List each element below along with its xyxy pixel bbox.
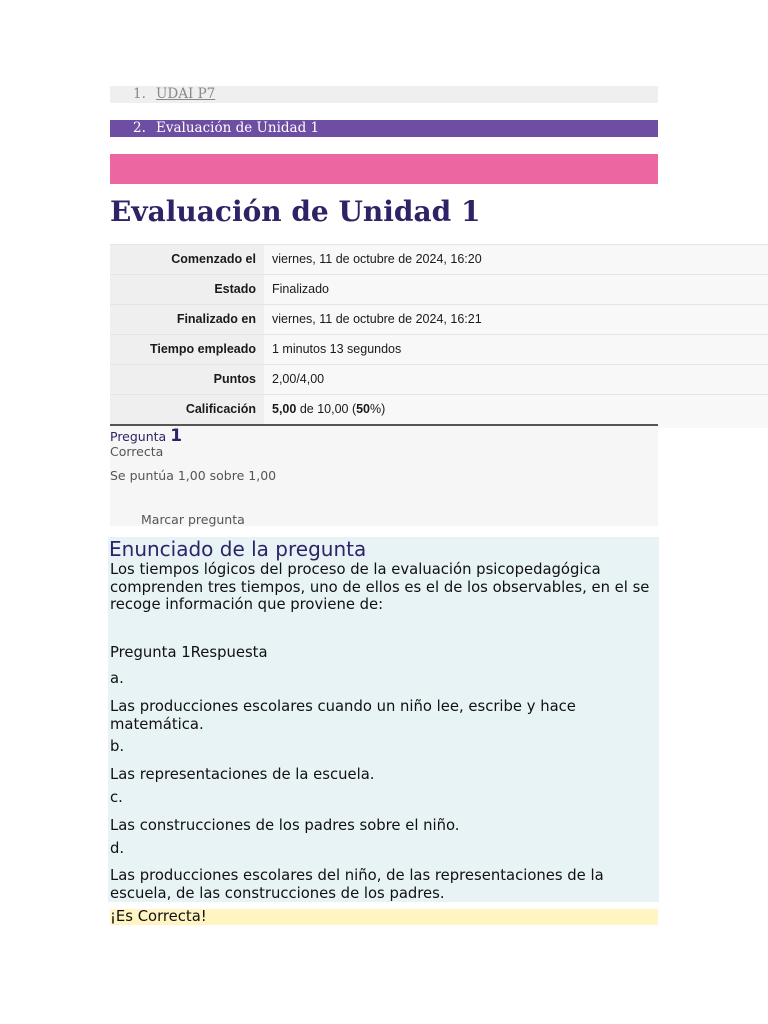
summary-row-finished — [110, 304, 768, 334]
question-heading: Enunciado de la pregunta — [109, 537, 367, 561]
question-info — [110, 426, 658, 526]
summary-label: Calificación — [110, 395, 264, 424]
option-c-letter[interactable]: c. — [110, 789, 123, 806]
summary-label: Estado — [110, 275, 264, 304]
summary-row-started — [110, 244, 768, 274]
summary-label: Comenzado el — [110, 245, 264, 274]
grade-suffix: %) — [370, 402, 386, 416]
question-number: 1 — [170, 426, 183, 446]
question-state: Correcta — [110, 444, 164, 459]
summary-value: Finalizado — [264, 275, 768, 308]
question-grade: Se puntúa 1,00 sobre 1,00 — [110, 468, 277, 483]
summary-value: viernes, 11 de octubre de 2024, 16:20 — [264, 245, 768, 278]
grade-percent: 50 — [356, 402, 371, 416]
answer-label: Pregunta 1Respuesta — [110, 644, 268, 661]
breadcrumb-label: Evaluación de Unidad 1 — [156, 120, 320, 136]
breadcrumb-number: 1. — [133, 86, 146, 102]
question-label-text: Pregunta — [110, 429, 167, 444]
option-d-text[interactable]: Las producciones escolares del niño, de las representaciones de la escuela, de las construcciones de los padres. — [110, 867, 604, 902]
summary-label: Tiempo empleado — [110, 335, 264, 364]
option-a-text[interactable]: Las producciones escolares cuando un niño lee, escribe y hace matemática. — [110, 698, 576, 733]
breadcrumb-link[interactable]: UDAI P7 — [156, 86, 216, 102]
summary-label: Puntos — [110, 365, 264, 394]
summary-row-time — [110, 334, 768, 364]
breadcrumb-item-current — [110, 120, 658, 137]
flag-question-link[interactable]: Marcar pregunta — [141, 512, 245, 527]
breadcrumb-number: 2. — [133, 120, 146, 136]
option-c-text[interactable]: Las construcciones de los padres sobre el niño. — [110, 817, 460, 834]
attempt-summary-table — [110, 244, 768, 424]
question-content — [108, 537, 659, 902]
feedback-message: ¡Es Correcta! — [110, 909, 658, 925]
option-a-letter[interactable]: a. — [110, 670, 124, 687]
question-text: Los tiempos lógicos del proceso de la evaluación psicopedagógica comprenden tres tiempos, uno de ellos es el de los observables, en el se recoge información que proviene de: — [110, 561, 650, 613]
summary-label: Finalizado en — [110, 305, 264, 334]
breadcrumb-item-udai[interactable] — [110, 86, 658, 103]
summary-value: 2,00/4,00 — [264, 365, 768, 398]
summary-row-grade — [110, 394, 768, 424]
option-b-letter[interactable]: b. — [110, 738, 125, 755]
option-d-letter[interactable]: d. — [110, 840, 125, 857]
accent-banner — [110, 154, 658, 184]
option-b-text[interactable]: Las representaciones de la escuela. — [110, 766, 375, 783]
page-title: Evaluación de Unidad 1 — [110, 195, 481, 228]
summary-row-state — [110, 274, 768, 304]
summary-row-points — [110, 364, 768, 394]
summary-value: viernes, 11 de octubre de 2024, 16:21 — [264, 305, 768, 338]
grade-out-of: de 10,00 ( — [296, 402, 357, 416]
grade-value: 5,00 — [272, 402, 297, 416]
summary-value: 1 minutos 13 segundos — [264, 335, 768, 368]
